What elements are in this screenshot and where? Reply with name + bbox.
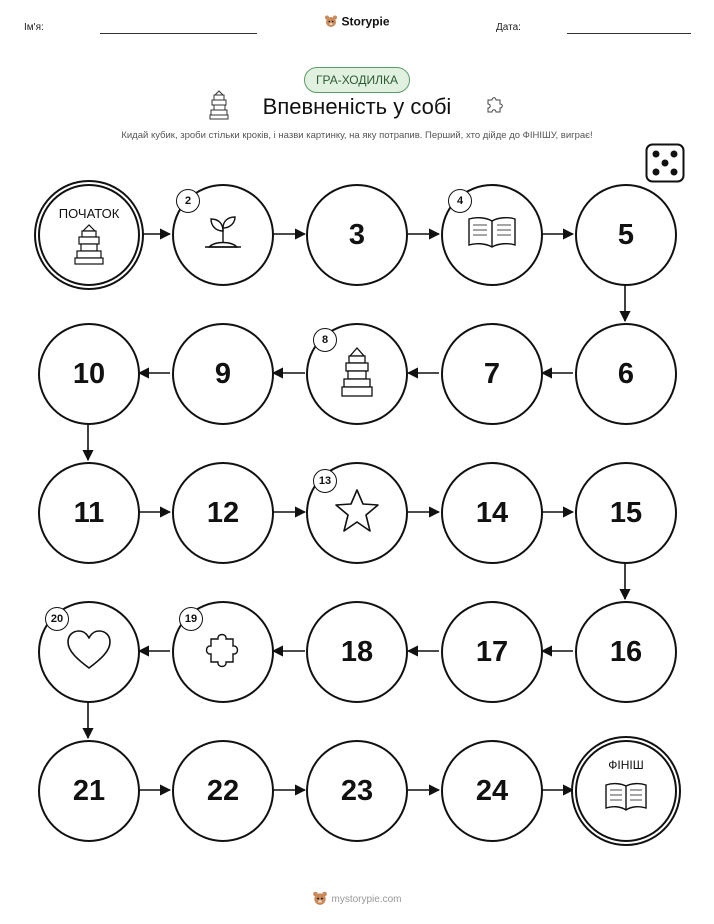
cell-badge: 4 (448, 189, 472, 213)
cell-14 (441, 462, 543, 564)
cell-12 (172, 462, 274, 564)
cell-16 (575, 601, 677, 703)
book-icon (603, 781, 649, 818)
book-icon (465, 215, 519, 256)
cell-number: 22 (206, 774, 240, 807)
instructions: Кидай кубик, зроби стільки кроків, і назви картинку, на яку потрапив. Перший, хто дійде до ФІНІШУ, виграє! (121, 130, 593, 141)
star-icon (332, 487, 382, 540)
date-label: Дата: (496, 22, 521, 33)
cell-6 (575, 323, 677, 425)
cell-number: 9 (214, 357, 232, 390)
page-title: Впевненість у собі (262, 94, 452, 119)
cell-9 (172, 323, 274, 425)
cell-3 (306, 184, 408, 286)
sprout-icon (201, 213, 245, 258)
game-type-badge: ГРА-ХОДИЛКА (304, 67, 410, 93)
cell-5 (575, 184, 677, 286)
cell-number: 24 (475, 774, 509, 807)
cell-number: 14 (475, 496, 509, 529)
cell-24 (441, 740, 543, 842)
start-cell (38, 184, 140, 286)
puzzle-piece-icon (203, 629, 243, 676)
cell-number: 7 (483, 357, 501, 390)
cell-number: 6 (617, 357, 635, 390)
cell-badge: 8 (313, 328, 337, 352)
cell-23 (306, 740, 408, 842)
name-label: Ім'я: (24, 22, 44, 33)
cell-badge: 13 (313, 469, 337, 493)
cell-badge: 2 (176, 189, 200, 213)
cell-17 (441, 601, 543, 703)
blocks-tower-icon (340, 346, 374, 403)
footer (0, 890, 714, 909)
blocks-tower-icon (73, 223, 105, 270)
cell-number: 17 (475, 635, 509, 668)
cell-badge: 19 (179, 607, 203, 631)
cell-number: 15 (609, 496, 643, 529)
bear-logo-icon (312, 890, 328, 909)
finish-cell (575, 740, 677, 842)
cell-10 (38, 323, 140, 425)
cell-number: 23 (340, 774, 374, 807)
cell-number: 11 (73, 496, 105, 529)
cell-18 (306, 601, 408, 703)
cell-number: 5 (617, 218, 635, 251)
heart-icon (65, 629, 113, 676)
start-label: ПОЧАТОК (58, 206, 120, 221)
finish-label: ФІНІШ (608, 758, 644, 772)
brand-name: Storypie (341, 14, 390, 29)
cell-number: 18 (340, 635, 374, 668)
cell-badge: 20 (45, 607, 69, 631)
footer-site[interactable]: mystorypie.com (331, 894, 402, 906)
cell-number: 16 (609, 635, 643, 668)
cell-11 (38, 462, 140, 564)
cell-21 (38, 740, 140, 842)
cell-7 (441, 323, 543, 425)
cell-number: 3 (348, 218, 366, 251)
cell-22 (172, 740, 274, 842)
cell-number: 10 (72, 357, 106, 390)
cell-number: 12 (206, 496, 240, 529)
cell-15 (575, 462, 677, 564)
cell-number: 21 (72, 774, 106, 807)
